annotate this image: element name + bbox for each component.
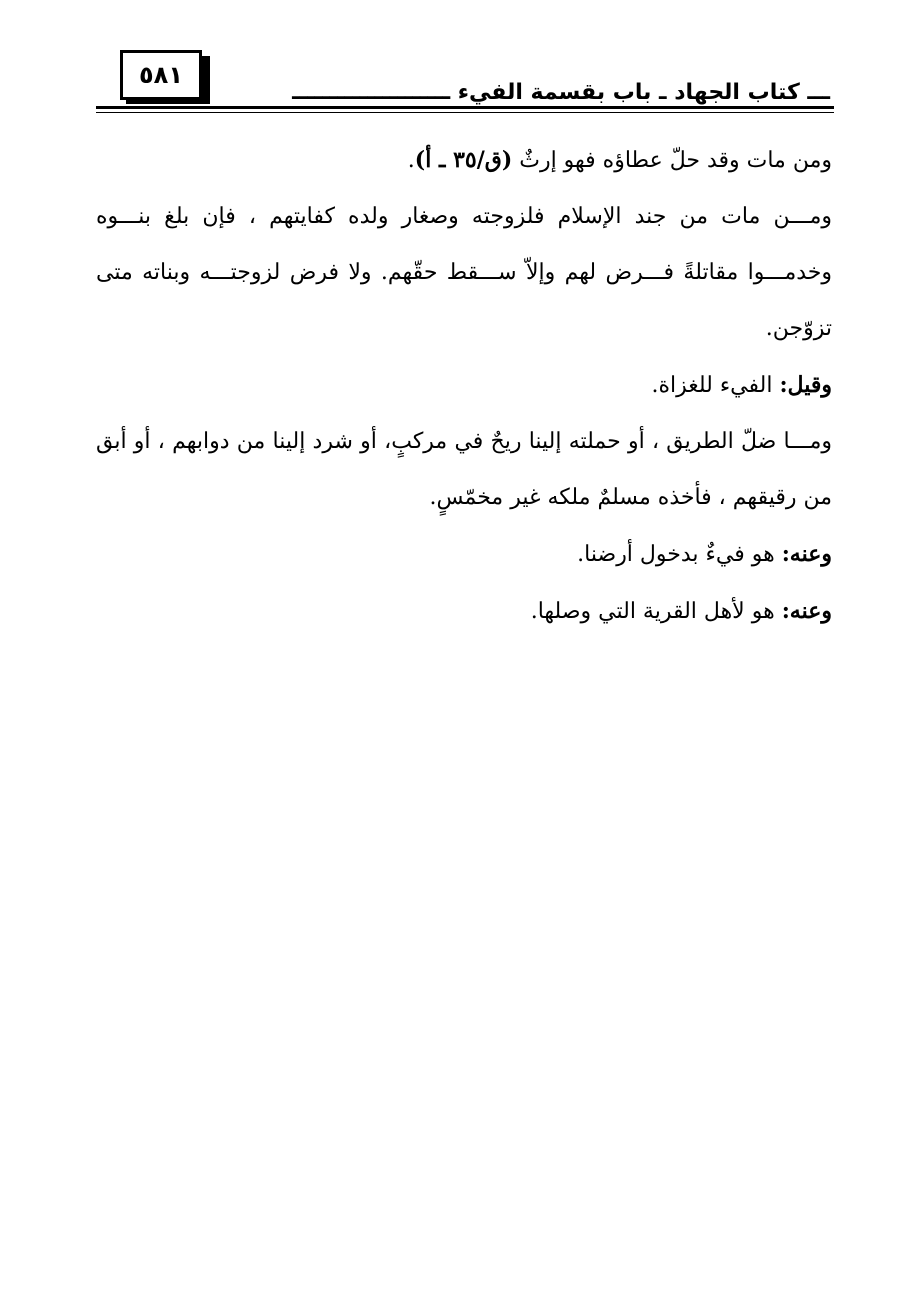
paragraph-3-label: وقيل: <box>779 372 832 398</box>
paragraph-1-text: ومن مات وقد حلّ عطاؤه فهو إرثٌ <box>512 148 832 173</box>
paragraph-5-text: هو فيءٌ بدخول أرضنا. <box>577 542 782 567</box>
paragraph-6-label: وعنه: <box>781 598 832 624</box>
paragraph-1 <box>96 132 832 189</box>
paragraph-6-text: هو لأهل القرية التي وصلها. <box>530 599 782 624</box>
paragraph-3-text: الفيء للغزاة. <box>651 373 780 398</box>
manuscript-reference: (ق/٣٥ ـ أ) <box>414 147 513 173</box>
body-text <box>96 132 832 640</box>
running-header-title: ـــ كتاب الجهاد ـ باب بقسمة الفيء ـــــــــــــــــــــ <box>292 80 830 105</box>
header-rule-thin <box>96 112 834 113</box>
paragraph-5-label: وعنه: <box>781 541 832 567</box>
header-rule <box>96 106 834 109</box>
paragraph-2-text: ومـــن مات من جند الإسلام فلزوجته وصغار ولده كفايتهم ، فإن بلغ بنـــوه وخدمـــوا مقاتلةً فـــرض لهم وإلاّ ســـقط حقّهم. ولا فرض لزوجتـــه وبناته متى تزوّجن. <box>96 204 832 341</box>
paragraph-5 <box>96 526 832 583</box>
page-number: ٥٨١ <box>139 61 183 89</box>
paragraph-4-text: ومـــا ضلّ الطريق ، أو حملته إلينا ريحٌ في مركبٍ، أو شرد إلينا من دوابهم ، أو أبق من رقيقهم ، فأخذه مسلمٌ ملكه غير مخمّسٍ. <box>96 429 832 510</box>
paragraph-3 <box>96 357 832 414</box>
paragraph-4 <box>96 414 832 526</box>
paragraph-1-end: . <box>407 148 415 173</box>
paragraph-2 <box>96 189 832 357</box>
page-number-box <box>120 50 202 100</box>
paragraph-6 <box>96 583 832 640</box>
